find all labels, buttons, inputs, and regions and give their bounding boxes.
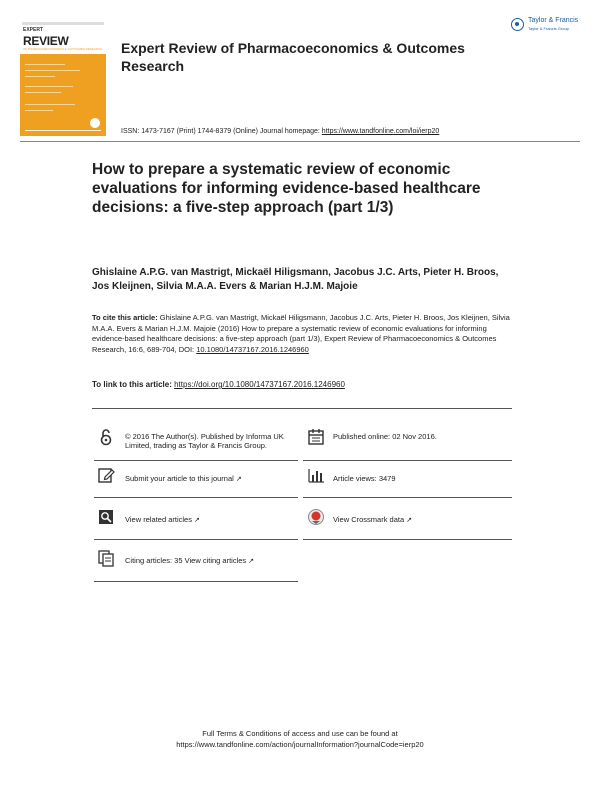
cover-line (25, 110, 53, 111)
link-label: To link to this article: (92, 380, 175, 389)
external-link-icon: ↗ (235, 476, 242, 483)
bar-chart-icon (307, 466, 325, 484)
info-divider (94, 497, 298, 498)
related-articles-icon (97, 508, 115, 526)
citing-articles-label: Citing articles: 35 View citing articles (125, 556, 247, 565)
external-link-icon: ↗ (406, 517, 413, 524)
cover-line (25, 76, 55, 77)
submit-article-label: Submit your article to this journal (125, 474, 234, 483)
cover-line (25, 70, 80, 71)
article-link-line (92, 380, 512, 390)
link-divider (92, 408, 512, 409)
cover-strip (22, 22, 104, 25)
info-divider (303, 497, 512, 498)
article-title: How to prepare a systematic review of economic evaluations for informing evidence-based healthcare decisions: a five-step approach (part 1/3) (92, 161, 481, 216)
citing-articles-icon (97, 549, 115, 567)
citation-label: To cite this article: (92, 313, 158, 322)
submit-article-icon (97, 466, 115, 484)
issn-line (121, 128, 439, 135)
cover-line (25, 92, 61, 93)
footer-terms-link[interactable]: https://www.tandfonline.com/action/journalInformation?journalCode=ierp20 (176, 740, 424, 749)
info-divider (303, 460, 512, 461)
submit-article-link[interactable] (125, 474, 300, 484)
related-articles-label: View related articles (125, 515, 192, 524)
crossmark-label: View Crossmark data (333, 515, 405, 524)
cover-header (20, 20, 106, 54)
info-divider (94, 581, 298, 582)
citation-block (92, 313, 512, 355)
external-link-icon: ↗ (248, 558, 255, 565)
journal-cover (20, 20, 106, 136)
cover-rule (25, 130, 101, 131)
open-access-icon (97, 428, 115, 446)
citing-articles-link[interactable] (125, 556, 300, 566)
crossmark-link[interactable] (333, 515, 523, 525)
related-articles-link[interactable] (125, 515, 300, 525)
license-text: © 2016 The Author(s). Published by Informa UK Limited, trading as Taylor & Francis Group. (125, 432, 284, 450)
published-date: Published online: 02 Nov 2016. (333, 432, 437, 441)
footer-terms (100, 728, 500, 750)
cover-logo-icon (90, 118, 100, 128)
cover-brand: EXPERT (23, 27, 44, 33)
citation-text: Ghislaine A.P.G. van Mastrigt, Mickaël Hiligsmann, Jacobus J.C. Arts, Pieter H. Broos, Jos Kleijnen, Silvia M.A.A. Evers & Marian H.J.M. Majoie (2016) How to prepare a systematic review of economic evaluations for informing evidence-based healthcare decisions: a five-step approach (part 1/3), Expert Review of Pharmacoeconomics & Outcomes Research, 16:6, 689-704, DOI: (92, 313, 510, 354)
cover-line (25, 64, 65, 65)
article-authors: Ghislaine A.P.G. van Mastrigt, Mickaël Hiligsmann, Jacobus J.C. Arts, Pieter H. Broos, Jos Kleijnen, Silvia M.A.A. Evers & Marian H.J.M. Majoie (92, 267, 499, 292)
external-link-icon: ↗ (193, 517, 200, 524)
calendar-icon (307, 428, 325, 446)
info-divider (303, 539, 512, 540)
publisher-logo[interactable] (511, 16, 585, 34)
footer-terms-text: Full Terms & Conditions of access and use can be found at (202, 729, 398, 738)
header-divider (20, 141, 580, 142)
cover-line (25, 104, 75, 105)
publisher-name: Taylor & Francis (528, 17, 579, 24)
journal-title: Expert Review of Pharmacoeconomics & Outcomes Research (121, 40, 465, 74)
doi-link[interactable]: 10.1080/14737167.2016.1246960 (196, 344, 309, 354)
article-doi-link[interactable]: https://doi.org/10.1080/14737167.2016.1246960 (174, 380, 345, 389)
cover-line (25, 86, 73, 87)
issn-text: ISSN: 1473-7167 (Print) 1744-8379 (Online) Journal homepage: (121, 128, 322, 135)
publisher-logo-icon (511, 18, 524, 31)
publisher-tagline: Taylor & Francis Group (528, 26, 569, 31)
info-divider (94, 539, 298, 540)
crossmark-icon (307, 508, 325, 526)
article-views: Article views: 3479 (333, 474, 396, 483)
cover-subtitle: OF PHARMACOECONOMICS & OUTCOMES RESEARCH (23, 48, 103, 51)
info-divider (94, 460, 298, 461)
cover-title: REVIEW (23, 34, 69, 48)
journal-homepage-link[interactable]: https://www.tandfonline.com/loi/ierp20 (321, 128, 440, 135)
